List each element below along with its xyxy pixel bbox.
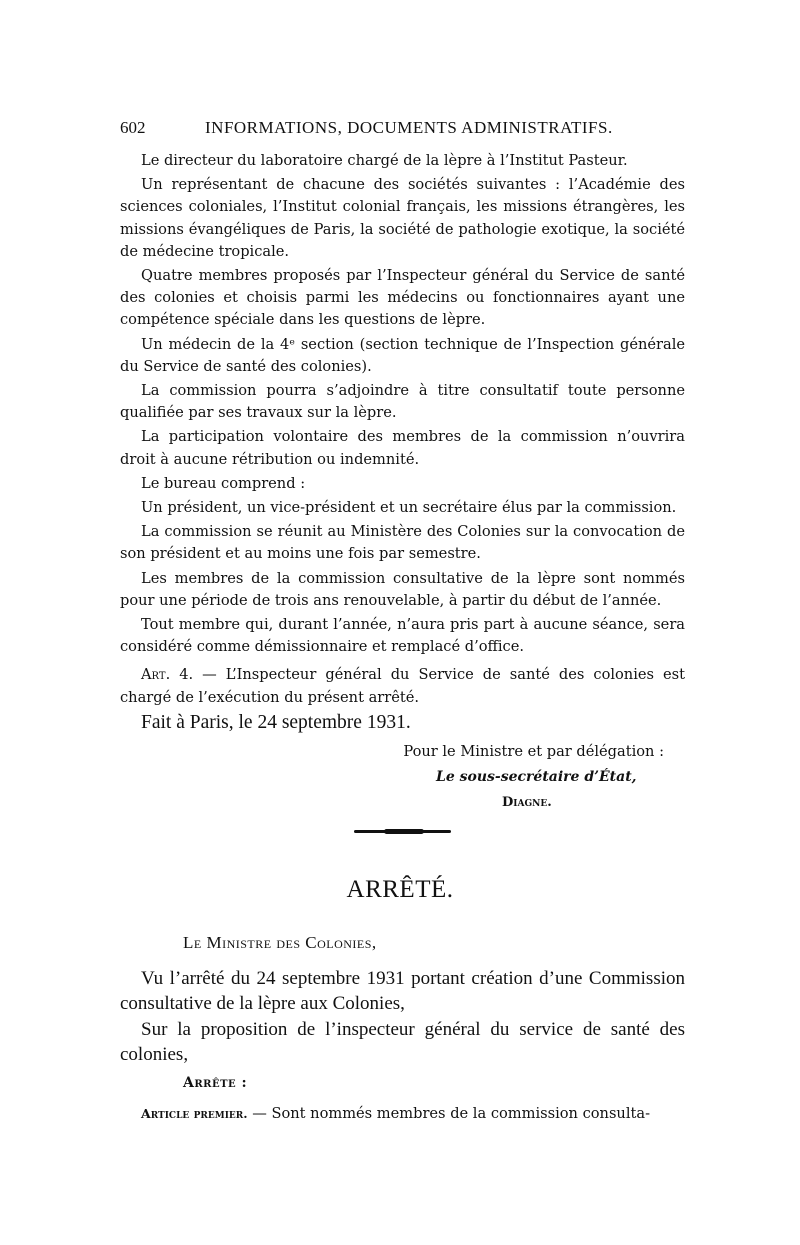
article-4-text: — L’Inspecteur général du Service de santé des colonies est chargé de l’exécution du présent arrêté. bbox=[120, 666, 686, 706]
paragraph: La participation volontaire des membres de la commission n’ouvrira droit à aucune rétribution ou indemnité. bbox=[120, 428, 685, 468]
signatory-name: Diagne. bbox=[502, 795, 552, 810]
body-text bbox=[120, 150, 685, 711]
paragraph: Un président, un vice-président et un secrétaire élus par la commission. bbox=[141, 499, 677, 517]
page-header bbox=[120, 118, 685, 142]
signature-line-2: Le sous-secrétaire d’État, bbox=[436, 769, 637, 785]
paragraph: Vu l’arrêté du 24 septembre 1931 portant création d’une Commission consultative de la lèpre aux Colonies, bbox=[120, 968, 685, 1014]
section-divider bbox=[354, 830, 451, 833]
article-4 bbox=[120, 664, 685, 708]
date-line: Fait à Paris, le 24 septembre 1931. bbox=[141, 712, 411, 733]
article-premier bbox=[141, 1105, 650, 1122]
article-4-label: Art. 4. bbox=[141, 666, 194, 684]
running-title: INFORMATIONS, DOCUMENTS ADMINISTRATIFS. bbox=[205, 118, 613, 137]
paragraph: Sur la proposition de l’inspecteur général du service de santé des colonies, bbox=[120, 1019, 685, 1065]
paragraph: Un médecin de la 4ᵉ section (section technique de l’Inspection générale du Service de santé des colonies). bbox=[120, 335, 685, 375]
minister-heading: Le Ministre des Colonies, bbox=[183, 933, 377, 952]
paragraph: Quatre membres proposés par l’Inspecteur général du Service de santé des colonies et choisis parmi les médecins ou fonctionnaires ayant une compétence spéciale dans les questions de lèpre. bbox=[120, 267, 685, 329]
article-premier-label: Article premier. bbox=[141, 1106, 248, 1121]
paragraph: Les membres de la commission consultative de la lèpre sont nommés pour une période de trois ans renouvelable, à partir du début de l’année. bbox=[120, 569, 685, 609]
page-number: 602 bbox=[120, 118, 146, 137]
paragraph: Le directeur du laboratoire chargé de la lèpre à l’Institut Pasteur. bbox=[141, 152, 628, 169]
article-premier-text: — Sont nommés membres de la commission consulta- bbox=[247, 1105, 650, 1122]
paragraph: La commission pourra s’adjoindre à titre consultatif toute personne qualifiée par ses travaux sur la lèpre. bbox=[120, 382, 685, 422]
arrete-body bbox=[120, 967, 685, 1069]
signature-line-1: Pour le Ministre et par délégation : bbox=[403, 743, 664, 760]
arrete-label: Arrête : bbox=[183, 1075, 248, 1091]
paragraph: Un représentant de chacune des sociétés suivantes : l’Académie des sciences coloniales, l’Institut colonial français, les missions étrangères, les missions évangéliques de Paris, la société de pathologie exotique, la société de médecine tropicale. bbox=[120, 176, 685, 260]
paragraph: Le bureau comprend : bbox=[141, 474, 306, 492]
paragraph: Tout membre qui, durant l’année, n’aura pris part à aucune séance, sera considéré comme démissionnaire et remplacé d’office. bbox=[120, 616, 685, 656]
arrete-title: ARRÊTÉ. bbox=[346, 876, 454, 903]
paragraph: La commission se réunit au Ministère des Colonies sur la convocation de son président et au moins une fois par semestre. bbox=[120, 523, 685, 563]
